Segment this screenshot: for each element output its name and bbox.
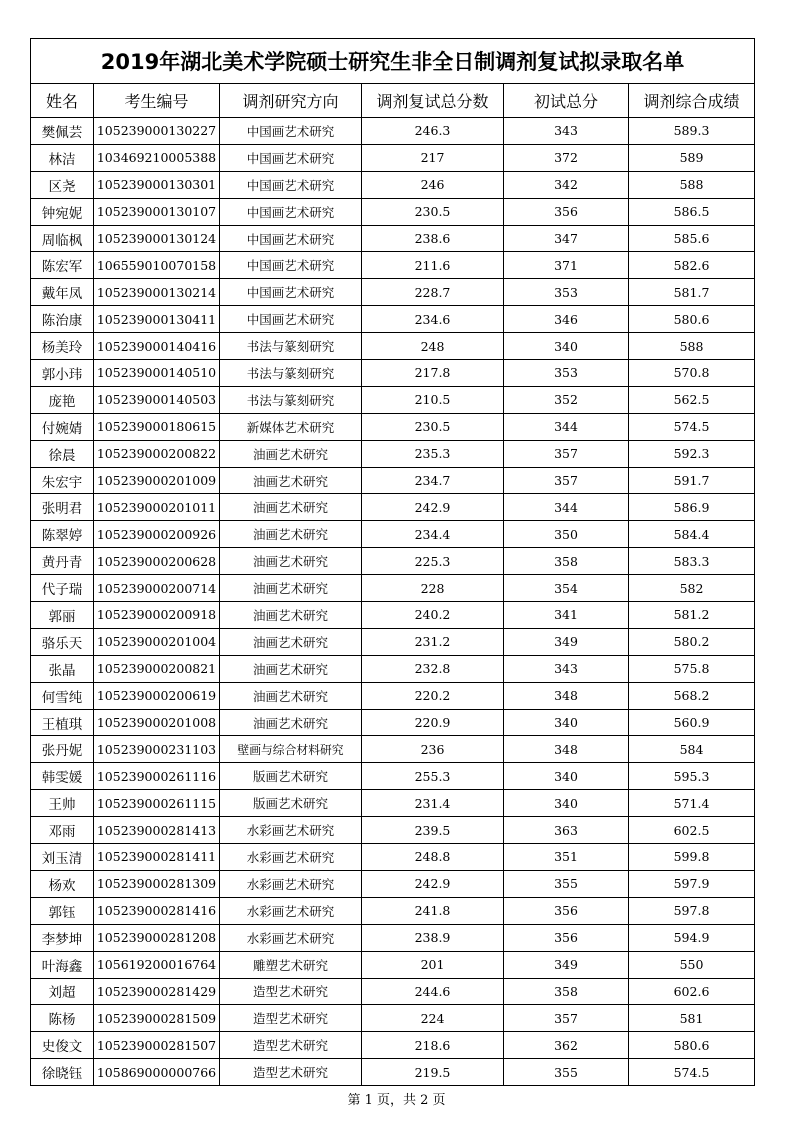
direction: 水彩画艺术研究 (220, 924, 362, 951)
page-title: 2019年湖北美术学院硕士研究生非全日制调剂复试拟录取名单 (31, 39, 755, 84)
student-name: 徐晓钰 (31, 1059, 94, 1086)
exam-id: 105239000200821 (94, 655, 220, 682)
total-score: 589 (629, 144, 755, 171)
initial-score: 357 (504, 1005, 629, 1032)
student-name: 陈翠婷 (31, 521, 94, 548)
total-score: 562.5 (629, 386, 755, 413)
total-score: 550 (629, 951, 755, 978)
total-score: 583.3 (629, 548, 755, 575)
total-score: 599.8 (629, 844, 755, 871)
exam-id: 105239000130301 (94, 171, 220, 198)
exam-id: 105619200016764 (94, 951, 220, 978)
table-row (31, 628, 755, 655)
retest-score: 230.5 (362, 198, 504, 225)
student-name: 王帅 (31, 790, 94, 817)
admission-list-sheet (30, 38, 754, 1086)
initial-score: 349 (504, 951, 629, 978)
exam-id: 105239000140510 (94, 360, 220, 387)
direction: 书法与篆刻研究 (220, 386, 362, 413)
exam-id: 105239000281429 (94, 978, 220, 1005)
direction: 中国画艺术研究 (220, 252, 362, 279)
retest-score: 218.6 (362, 1032, 504, 1059)
direction: 中国画艺术研究 (220, 198, 362, 225)
total-score: 581 (629, 1005, 755, 1032)
retest-score: 236 (362, 736, 504, 763)
exam-id: 105239000200918 (94, 602, 220, 629)
total-score: 580.6 (629, 1032, 755, 1059)
table-row (31, 413, 755, 440)
initial-score: 340 (504, 709, 629, 736)
initial-score: 355 (504, 870, 629, 897)
table-row (31, 225, 755, 252)
student-name: 樊佩芸 (31, 118, 94, 145)
table-row (31, 951, 755, 978)
initial-score: 344 (504, 494, 629, 521)
direction: 油画艺术研究 (220, 655, 362, 682)
initial-score: 343 (504, 118, 629, 145)
total-score: 586.5 (629, 198, 755, 225)
initial-score: 362 (504, 1032, 629, 1059)
initial-score: 340 (504, 333, 629, 360)
exam-id: 105239000281416 (94, 897, 220, 924)
total-score: 574.5 (629, 413, 755, 440)
student-name: 张晶 (31, 655, 94, 682)
direction: 油画艺术研究 (220, 494, 362, 521)
total-score: 588 (629, 333, 755, 360)
direction: 壁画与综合材料研究 (220, 736, 362, 763)
initial-score: 348 (504, 736, 629, 763)
total-score: 580.2 (629, 628, 755, 655)
direction: 油画艺术研究 (220, 709, 362, 736)
total-score: 575.8 (629, 655, 755, 682)
exam-id: 105239000130227 (94, 118, 220, 145)
retest-score: 240.2 (362, 602, 504, 629)
table-row (31, 763, 755, 790)
admission-table (30, 38, 755, 1086)
retest-score: 219.5 (362, 1059, 504, 1086)
table-row (31, 924, 755, 951)
table-row (31, 521, 755, 548)
student-name: 张明君 (31, 494, 94, 521)
direction: 中国画艺术研究 (220, 306, 362, 333)
retest-score: 246 (362, 171, 504, 198)
direction: 水彩画艺术研究 (220, 897, 362, 924)
total-score: 574.5 (629, 1059, 755, 1086)
exam-id: 105239000200714 (94, 575, 220, 602)
exam-id: 105239000201004 (94, 628, 220, 655)
direction: 水彩画艺术研究 (220, 844, 362, 871)
initial-score: 349 (504, 628, 629, 655)
total-score-header: 调剂综合成绩 (629, 84, 755, 118)
initial-score: 372 (504, 144, 629, 171)
initial-score: 371 (504, 252, 629, 279)
direction: 油画艺术研究 (220, 602, 362, 629)
retest-score: 234.4 (362, 521, 504, 548)
student-name: 戴年凤 (31, 279, 94, 306)
total-score: 582.6 (629, 252, 755, 279)
retest-score: 228.7 (362, 279, 504, 306)
student-name: 钟宛妮 (31, 198, 94, 225)
student-name: 黄丹青 (31, 548, 94, 575)
exam-id: 105239000281208 (94, 924, 220, 951)
student-name: 陈宏军 (31, 252, 94, 279)
direction: 水彩画艺术研究 (220, 817, 362, 844)
retest-score: 242.9 (362, 870, 504, 897)
total-score: 581.7 (629, 279, 755, 306)
retest-score: 220.2 (362, 682, 504, 709)
table-row (31, 897, 755, 924)
total-score: 595.3 (629, 763, 755, 790)
total-score: 597.9 (629, 870, 755, 897)
table-row (31, 870, 755, 897)
table-row (31, 440, 755, 467)
name-header: 姓名 (31, 84, 94, 118)
table-row (31, 198, 755, 225)
table-row (31, 360, 755, 387)
initial-score: 344 (504, 413, 629, 440)
student-name: 刘超 (31, 978, 94, 1005)
retest-score: 217.8 (362, 360, 504, 387)
student-name: 杨欢 (31, 870, 94, 897)
initial-score-header: 初试总分 (504, 84, 629, 118)
direction: 中国画艺术研究 (220, 144, 362, 171)
table-row (31, 817, 755, 844)
total-score: 589.3 (629, 118, 755, 145)
initial-score: 346 (504, 306, 629, 333)
retest-score: 231.2 (362, 628, 504, 655)
direction: 中国画艺术研究 (220, 279, 362, 306)
retest-score: 255.3 (362, 763, 504, 790)
exam-id: 106559010070158 (94, 252, 220, 279)
student-name: 李梦坤 (31, 924, 94, 951)
retest-score: 248.8 (362, 844, 504, 871)
total-score: 591.7 (629, 467, 755, 494)
table-row (31, 548, 755, 575)
initial-score: 350 (504, 521, 629, 548)
table-header-row (31, 84, 755, 118)
retest-score: 248 (362, 333, 504, 360)
total-score: 602.6 (629, 978, 755, 1005)
table-row (31, 171, 755, 198)
total-score: 592.3 (629, 440, 755, 467)
retest-score: 225.3 (362, 548, 504, 575)
initial-score: 356 (504, 897, 629, 924)
table-row (31, 279, 755, 306)
direction: 油画艺术研究 (220, 440, 362, 467)
direction: 雕塑艺术研究 (220, 951, 362, 978)
direction: 油画艺术研究 (220, 628, 362, 655)
student-name: 郭丽 (31, 602, 94, 629)
initial-score: 351 (504, 844, 629, 871)
table-row (31, 575, 755, 602)
exam-id: 105239000200619 (94, 682, 220, 709)
student-name: 韩雯媛 (31, 763, 94, 790)
table-row (31, 844, 755, 871)
retest-score: 232.8 (362, 655, 504, 682)
retest-score: 224 (362, 1005, 504, 1032)
student-name: 郭小玮 (31, 360, 94, 387)
total-score: 571.4 (629, 790, 755, 817)
direction: 书法与篆刻研究 (220, 333, 362, 360)
initial-score: 358 (504, 978, 629, 1005)
student-name: 陈治康 (31, 306, 94, 333)
exam-id: 105239000281309 (94, 870, 220, 897)
retest-score: 201 (362, 951, 504, 978)
table-row (31, 736, 755, 763)
retest-score-header: 调剂复试总分数 (362, 84, 504, 118)
table-row (31, 306, 755, 333)
exam-id: 105239000281509 (94, 1005, 220, 1032)
table-body (31, 118, 755, 1086)
initial-score: 348 (504, 682, 629, 709)
student-name: 叶海鑫 (31, 951, 94, 978)
retest-score: 231.4 (362, 790, 504, 817)
retest-score: 210.5 (362, 386, 504, 413)
initial-score: 353 (504, 360, 629, 387)
initial-score: 341 (504, 602, 629, 629)
exam-id: 105239000130214 (94, 279, 220, 306)
initial-score: 358 (504, 548, 629, 575)
retest-score: 220.9 (362, 709, 504, 736)
retest-score: 234.7 (362, 467, 504, 494)
initial-score: 340 (504, 763, 629, 790)
initial-score: 343 (504, 655, 629, 682)
table-row (31, 978, 755, 1005)
direction: 造型艺术研究 (220, 1005, 362, 1032)
exam-id: 105869000000766 (94, 1059, 220, 1086)
direction: 油画艺术研究 (220, 467, 362, 494)
student-name: 徐晨 (31, 440, 94, 467)
retest-score: 211.6 (362, 252, 504, 279)
total-score: 594.9 (629, 924, 755, 951)
retest-score: 217 (362, 144, 504, 171)
exam-id: 105239000281507 (94, 1032, 220, 1059)
table-row (31, 467, 755, 494)
exam-id: 105239000130107 (94, 198, 220, 225)
total-score: 584.4 (629, 521, 755, 548)
exam-id: 105239000140416 (94, 333, 220, 360)
retest-score: 228 (362, 575, 504, 602)
table-row (31, 709, 755, 736)
student-name: 代子瑞 (31, 575, 94, 602)
exam-id: 105239000180615 (94, 413, 220, 440)
student-name: 何雪纯 (31, 682, 94, 709)
initial-score: 357 (504, 440, 629, 467)
table-row (31, 602, 755, 629)
total-score: 582 (629, 575, 755, 602)
total-score: 586.9 (629, 494, 755, 521)
exam-id: 105239000200628 (94, 548, 220, 575)
table-row (31, 655, 755, 682)
table-row (31, 386, 755, 413)
total-score: 581.2 (629, 602, 755, 629)
direction-header: 调剂研究方向 (220, 84, 362, 118)
retest-score: 246.3 (362, 118, 504, 145)
exam-id: 105239000231103 (94, 736, 220, 763)
direction: 油画艺术研究 (220, 575, 362, 602)
exam-id: 105239000261116 (94, 763, 220, 790)
student-name: 陈杨 (31, 1005, 94, 1032)
initial-score: 356 (504, 198, 629, 225)
exam-id: 105239000281413 (94, 817, 220, 844)
retest-score: 244.6 (362, 978, 504, 1005)
exam-id: 103469210005388 (94, 144, 220, 171)
total-score: 560.9 (629, 709, 755, 736)
table-row (31, 790, 755, 817)
table-row (31, 144, 755, 171)
total-score: 588 (629, 171, 755, 198)
student-name: 骆乐天 (31, 628, 94, 655)
table-row (31, 682, 755, 709)
total-score: 602.5 (629, 817, 755, 844)
retest-score: 238.9 (362, 924, 504, 951)
total-score: 568.2 (629, 682, 755, 709)
retest-score: 235.3 (362, 440, 504, 467)
exam-id: 105239000130124 (94, 225, 220, 252)
direction: 中国画艺术研究 (220, 171, 362, 198)
total-score: 580.6 (629, 306, 755, 333)
direction: 油画艺术研究 (220, 682, 362, 709)
initial-score: 340 (504, 790, 629, 817)
exam-id-header: 考生编号 (94, 84, 220, 118)
direction: 油画艺术研究 (220, 548, 362, 575)
table-row (31, 1005, 755, 1032)
initial-score: 356 (504, 924, 629, 951)
exam-id: 105239000200926 (94, 521, 220, 548)
exam-id: 105239000281411 (94, 844, 220, 871)
direction: 造型艺术研究 (220, 1059, 362, 1086)
retest-score: 241.8 (362, 897, 504, 924)
student-name: 庞艳 (31, 386, 94, 413)
initial-score: 353 (504, 279, 629, 306)
retest-score: 234.6 (362, 306, 504, 333)
table-row (31, 1032, 755, 1059)
student-name: 刘玉清 (31, 844, 94, 871)
student-name: 邓雨 (31, 817, 94, 844)
retest-score: 242.9 (362, 494, 504, 521)
total-score: 570.8 (629, 360, 755, 387)
student-name: 区尧 (31, 171, 94, 198)
initial-score: 352 (504, 386, 629, 413)
table-row (31, 333, 755, 360)
student-name: 张丹妮 (31, 736, 94, 763)
initial-score: 347 (504, 225, 629, 252)
exam-id: 105239000201011 (94, 494, 220, 521)
initial-score: 363 (504, 817, 629, 844)
total-score: 584 (629, 736, 755, 763)
retest-score: 230.5 (362, 413, 504, 440)
initial-score: 354 (504, 575, 629, 602)
student-name: 史俊文 (31, 1032, 94, 1059)
student-name: 郭钰 (31, 897, 94, 924)
exam-id: 105239000201008 (94, 709, 220, 736)
exam-id: 105239000200822 (94, 440, 220, 467)
student-name: 周临枫 (31, 225, 94, 252)
direction: 中国画艺术研究 (220, 118, 362, 145)
initial-score: 355 (504, 1059, 629, 1086)
total-score: 585.6 (629, 225, 755, 252)
direction: 水彩画艺术研究 (220, 870, 362, 897)
student-name: 林洁 (31, 144, 94, 171)
direction: 新媒体艺术研究 (220, 413, 362, 440)
table-row (31, 494, 755, 521)
total-score: 597.8 (629, 897, 755, 924)
direction: 书法与篆刻研究 (220, 360, 362, 387)
direction: 版画艺术研究 (220, 763, 362, 790)
student-name: 杨美玲 (31, 333, 94, 360)
exam-id: 105239000140503 (94, 386, 220, 413)
direction: 中国画艺术研究 (220, 225, 362, 252)
direction: 造型艺术研究 (220, 1032, 362, 1059)
retest-score: 239.5 (362, 817, 504, 844)
student-name: 付婉婧 (31, 413, 94, 440)
exam-id: 105239000261115 (94, 790, 220, 817)
direction: 油画艺术研究 (220, 521, 362, 548)
direction: 造型艺术研究 (220, 978, 362, 1005)
exam-id: 105239000201009 (94, 467, 220, 494)
initial-score: 357 (504, 467, 629, 494)
student-name: 王植琪 (31, 709, 94, 736)
table-row (31, 118, 755, 145)
initial-score: 342 (504, 171, 629, 198)
table-row (31, 252, 755, 279)
table-row (31, 1059, 755, 1086)
retest-score: 238.6 (362, 225, 504, 252)
student-name: 朱宏宇 (31, 467, 94, 494)
exam-id: 105239000130411 (94, 306, 220, 333)
page-footer: 第 1 页，共 2 页 (347, 1093, 446, 1108)
direction: 版画艺术研究 (220, 790, 362, 817)
